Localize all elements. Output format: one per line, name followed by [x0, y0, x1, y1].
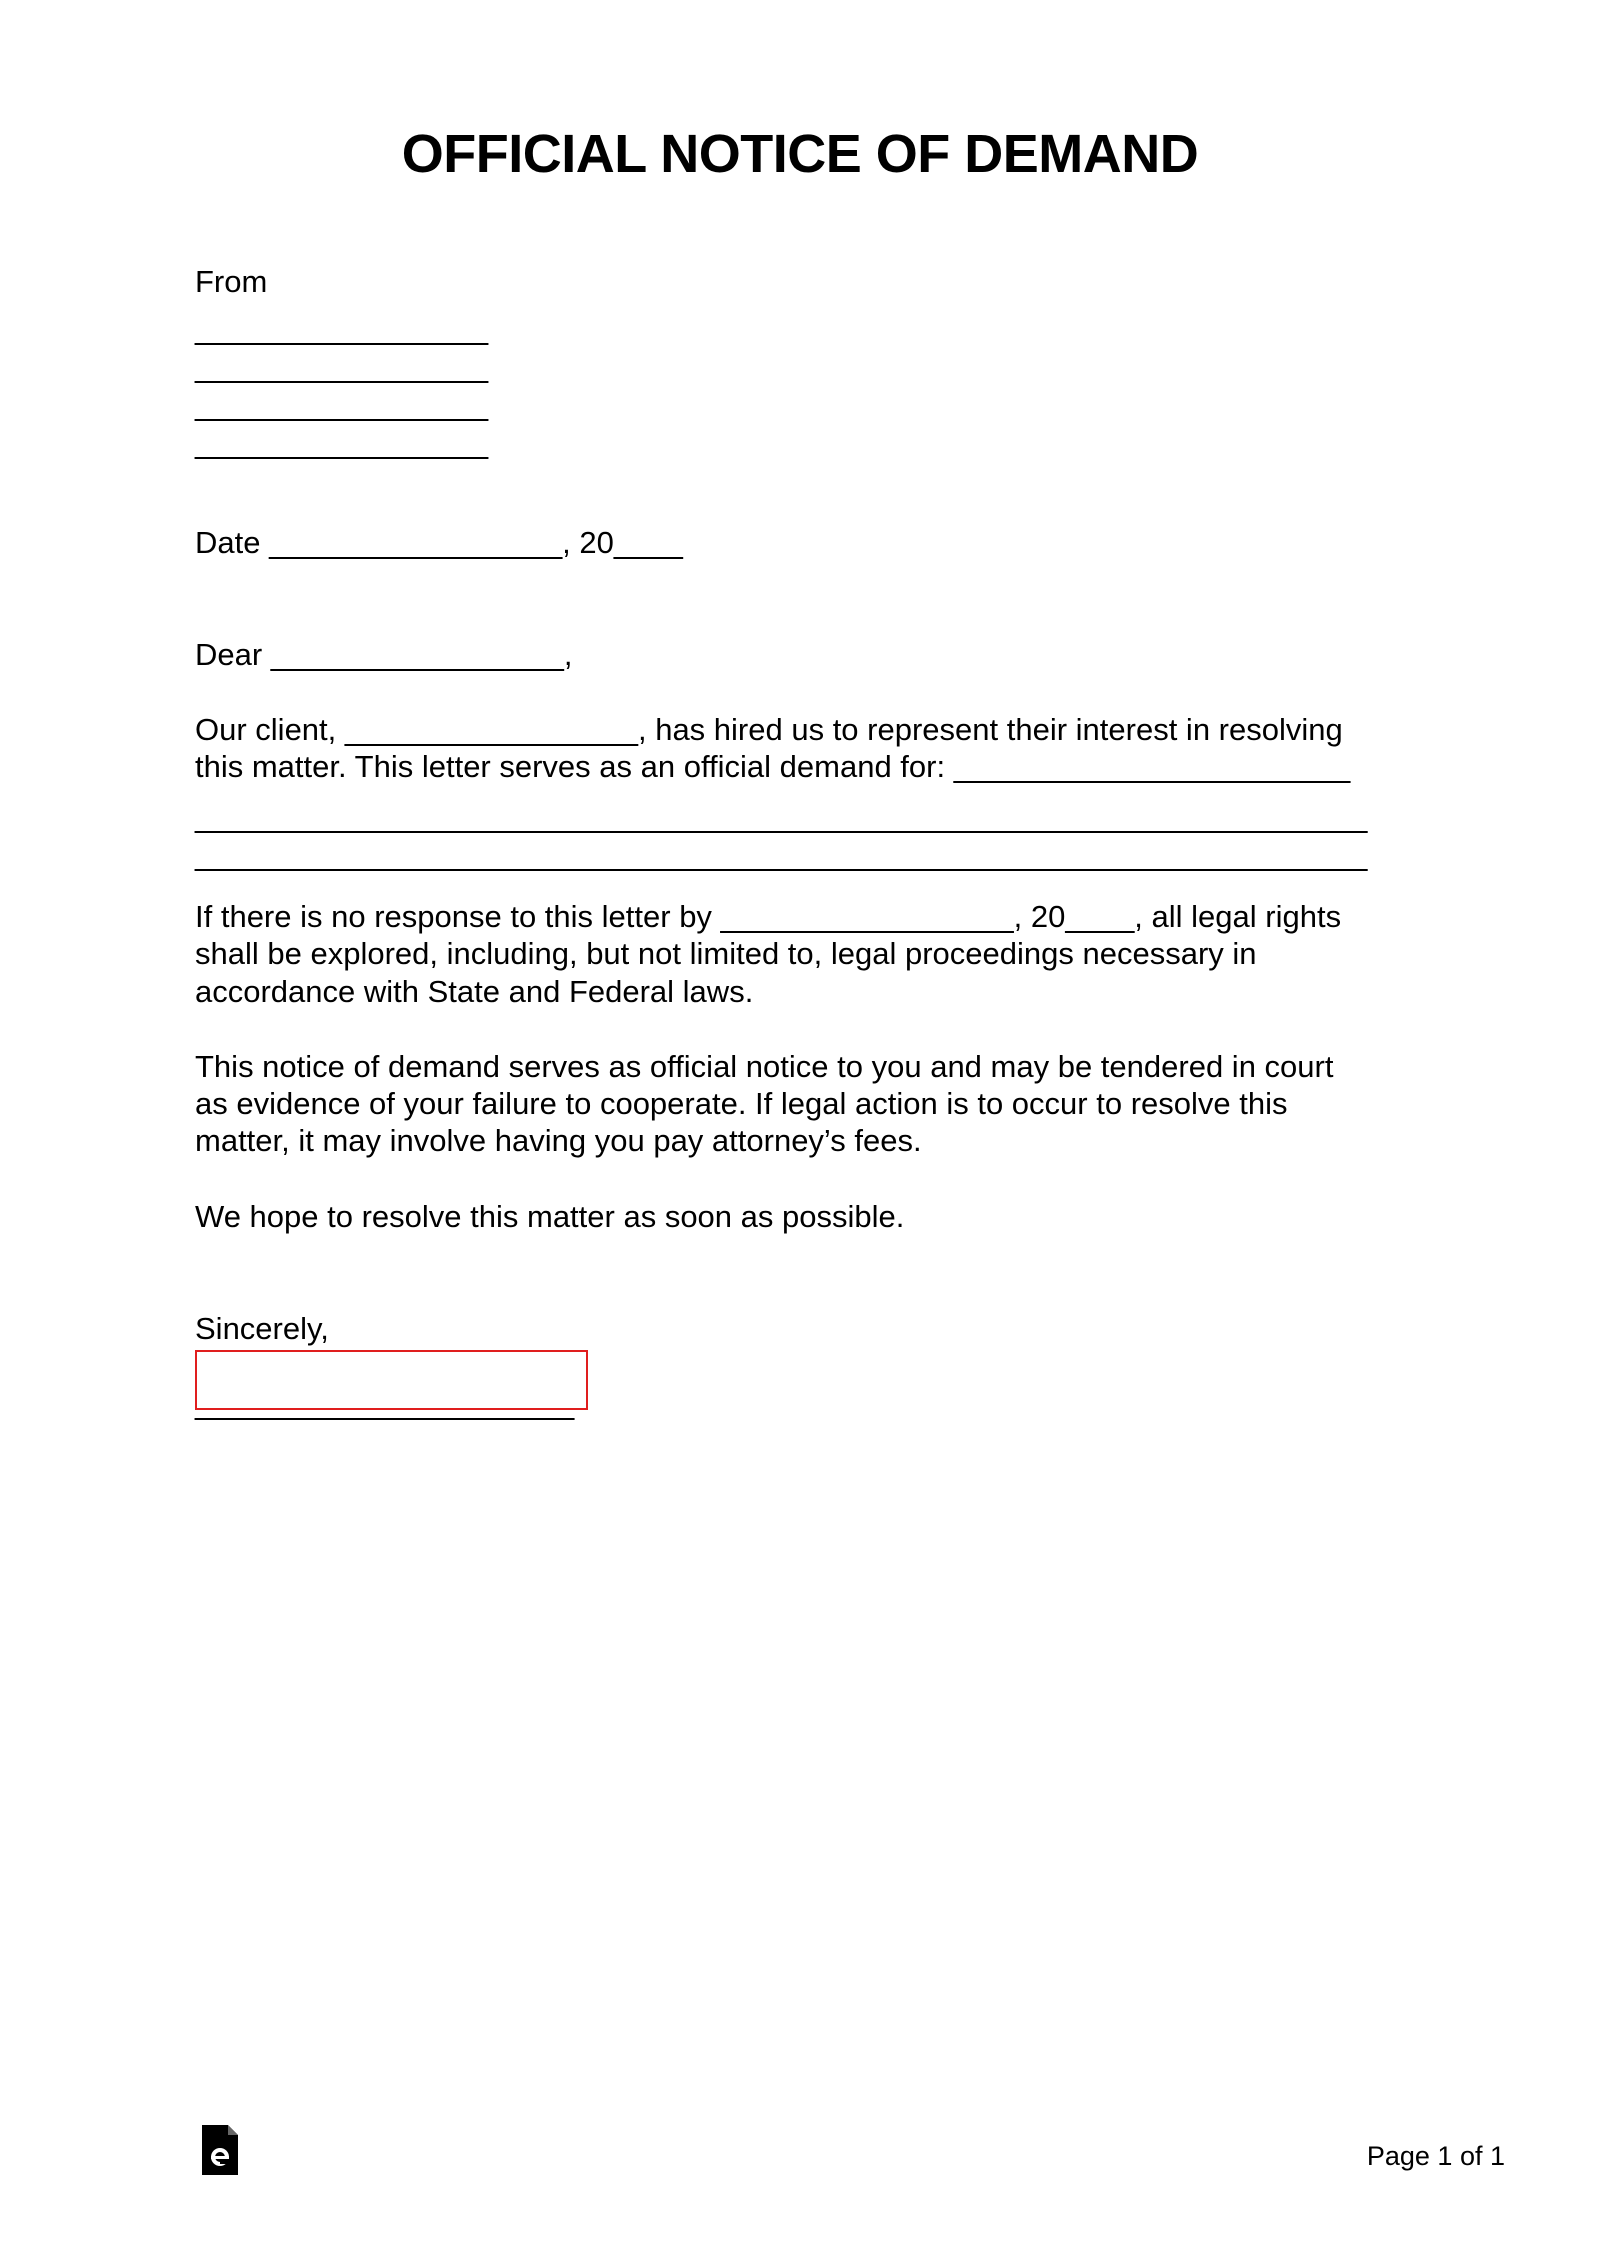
paragraph-4: We hope to resolve this matter as soon as possible.: [195, 1199, 905, 1234]
page-number: Page 1 of 1: [1366, 2141, 1505, 2171]
paragraph-1-line-3: ____________________________________________________________________: [195, 799, 1368, 834]
salutation: Dear _________________,: [195, 637, 573, 672]
paragraph-3-line-3: matter, it may involve having you pay attorney’s fees.: [195, 1123, 922, 1158]
from-line-2: _________________: [195, 349, 489, 384]
paragraph-1-line-1: Our client, _________________, has hired us to represent their interest in resolving: [195, 712, 1343, 747]
paragraph-2-line-3: accordance with State and Federal laws.: [195, 974, 754, 1009]
signature-line: ______________________: [195, 1386, 575, 1421]
paragraph-3-line-2: as evidence of your failure to cooperate. If legal action is to occur to resolve this: [195, 1086, 1288, 1121]
from-line-4: _________________: [195, 425, 489, 460]
paragraph-1-line-4: ____________________________________________________________________: [195, 837, 1368, 872]
from-label: From: [195, 264, 268, 299]
paragraph-1-line-2: this matter. This letter serves as an official demand for: _______________________: [195, 749, 1351, 784]
closing: Sincerely,: [195, 1311, 329, 1346]
date-line: Date _________________, 20____: [195, 525, 683, 560]
paragraph-3-line-1: This notice of demand serves as official notice to you and may be tendered in court: [195, 1049, 1334, 1084]
document-title: OFFICIAL NOTICE OF DEMAND: [401, 124, 1199, 184]
paragraph-2-line-2: shall be explored, including, but not limited to, legal proceedings necessary in: [195, 936, 1257, 971]
from-line-3: _________________: [195, 387, 489, 422]
from-line-1: _________________: [195, 311, 489, 346]
esign-logo-icon: [200, 2125, 240, 2177]
paragraph-2-line-1: If there is no response to this letter by _________________, 20____, all legal rights: [195, 899, 1342, 934]
